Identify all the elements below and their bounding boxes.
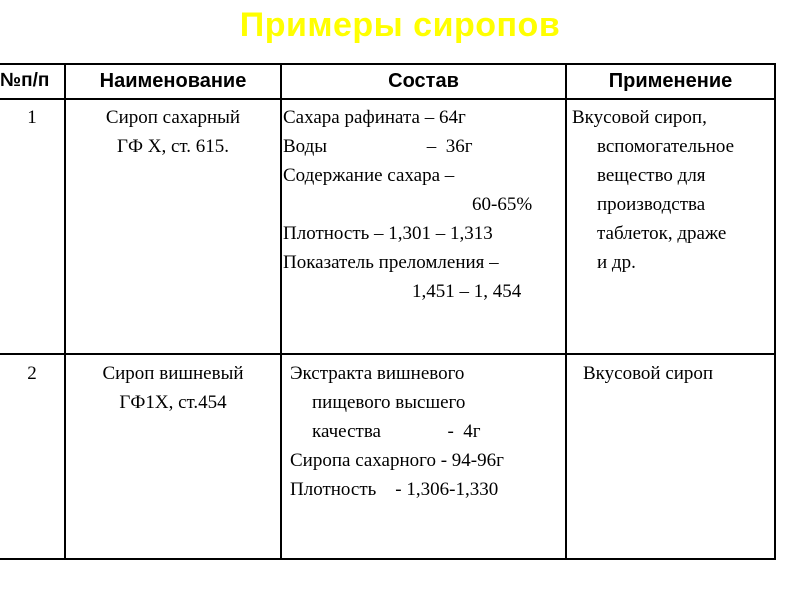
row-2-usage [583,359,774,388]
composition-line: Содержание сахара – [283,165,455,186]
usage-line: вспомогательное [597,136,735,157]
usage-line: Вкусовой сироп, [572,107,707,128]
row-2-name [66,359,280,417]
column-divider [280,63,282,560]
composition-line: 1,451 – 1, 454 [412,281,522,302]
row-2-number: 2 [27,363,37,384]
usage-line: таблеток, драже [597,223,727,244]
row-1-number: 1 [27,107,37,128]
table-border-bottom [0,558,776,560]
composition-line: Показатель преломления – [283,252,499,273]
syrups-table [0,63,776,560]
composition-line: Сахара рафината – 64г [283,107,466,128]
row-1-composition [283,103,565,306]
usage-line: вещество для [597,165,706,186]
composition-line: качества - 4г [312,421,481,442]
usage-line: производства [597,194,706,215]
header-divider [0,98,776,100]
row-2-name-line: ГФ1Х, ст.454 [119,392,227,413]
row-1-name-line: ГФ Х, ст. 615. [116,136,230,157]
usage-line: Вкусовой сироп [583,363,714,384]
composition-line: Плотность - 1,306-1,330 [290,479,499,500]
header-number: №п/п [0,70,50,91]
header-name: Наименование [99,70,247,92]
row-divider [0,353,776,355]
table-border-right [774,63,776,560]
composition-line: Сиропа сахарного - 94-96г [290,450,504,471]
column-divider [565,63,567,560]
row-1-name [66,103,280,161]
row-2-composition [290,359,565,504]
row-1-usage [572,103,774,277]
composition-line: Экстракта вишневого [290,363,465,384]
usage-line: и др. [597,252,636,273]
header-usage: Применение [608,70,733,92]
composition-line: пищевого высшего [312,392,466,413]
row-1-name-line: Сироп сахарный [105,107,241,128]
header-composition: Состав [388,70,459,92]
row-2-name-line: Сироп вишневый [102,363,244,384]
composition-line: Воды – 36г [283,136,473,157]
composition-line: Плотность – 1,301 – 1,313 [283,223,493,244]
slide-title: Примеры сиропов [239,6,561,44]
composition-line: 60-65% [472,194,533,215]
